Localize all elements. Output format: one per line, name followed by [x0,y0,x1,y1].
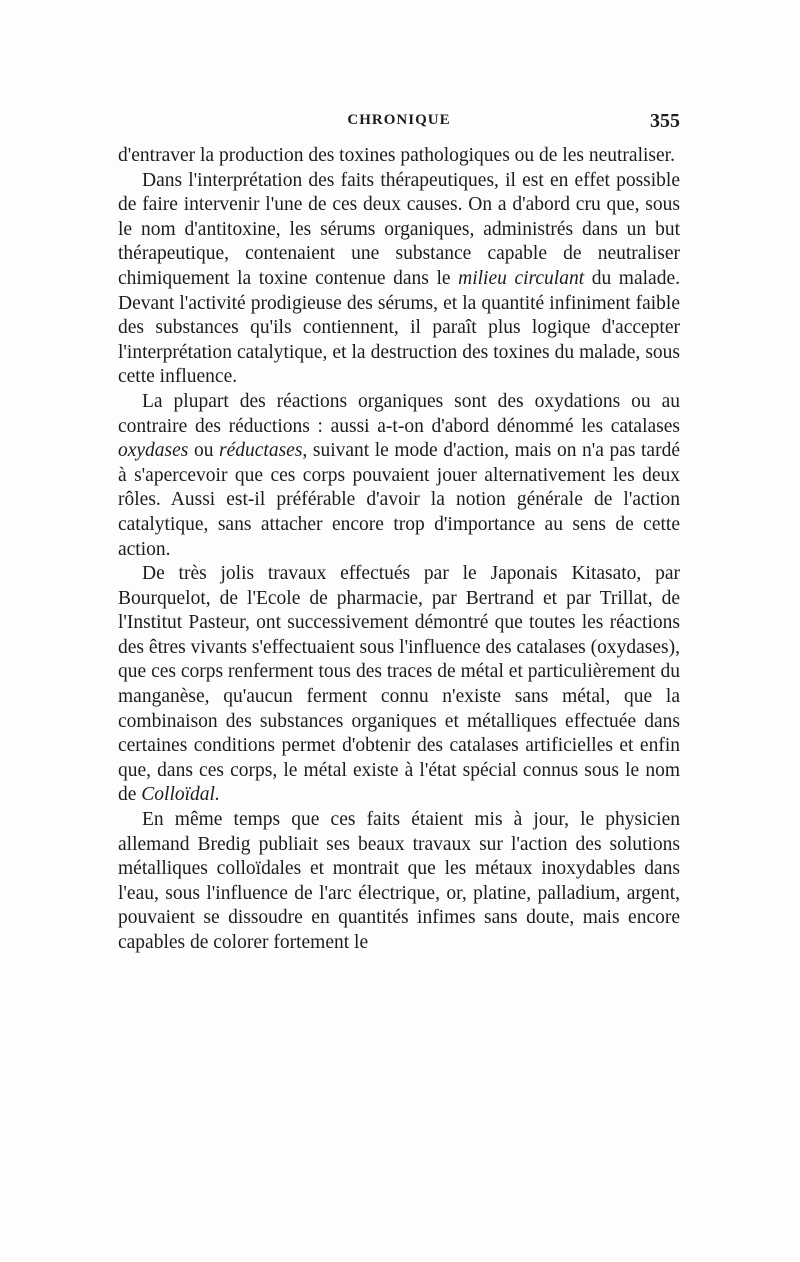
text-run: , suivant le mode d'action, mais on n'a pas tardé à s'apercevoir que ces corps pouvaient jouer alternativement les deux rôles. Aussi est-il préférable d'avoir la notion générale de l'action catalytique, sans attacher encore trop d'importance au sens de cette action. [118,440,680,560]
paragraph [118,144,680,169]
italic-term: oxydases [118,440,189,462]
italic-term: milieu circulant [458,267,585,289]
text-run: ou [188,440,220,462]
text-run: d'entraver la production des toxines pathologiques ou de les neutraliser. [118,145,675,166]
page-number: 355 [650,110,680,132]
text-run: En même temps que ces faits étaient mis à jour, le physicien allemand Bredig publiait ses beaux travaux sur l'action des solutions métalliques colloïdales et montrait que les métaux inoxydables dans l'eau, sous l'influence de l'arc électrique, or, platine, palladium, argent, pouvaient se dissoudre en quantités infimes sans doute, mais encore capables de colorer fortement le [118,809,680,953]
text-run: Dans l'interprétation des faits thérapeutiques, il est en effet possible de faire intervenir l'une de ces deux causes. On a d'abord cru que, sous le nom d'antitoxine, les sérums organiques, administrés dans un but thérapeutique, contenaient une substance capable de neutraliser chimiquement la toxine contenue dans le [118,169,680,289]
text-run: De très jolis travaux effectués par le Japonais Kitasato, par Bourquelot, de l'Ecole de pharmacie, par Bertrand et par Trillat, de l'Institut Pasteur, ont successivement démontré que toutes les réactions des êtres vivants s'effectuaient sous l'influence des catalases (oxydases), que ces corps renferment tous des traces de métal et particulièrement du manganèse, qu'aucun ferment connu n'existe sans métal, que la combinaison des substances organiques et métalliques effectuée dans certaines conditions permet d'obtenir des catalases artificielles et enfin que, dans ces corps, le métal existe à l'état spécial connus sous le nom de [118,563,680,806]
text-run: La plupart des réactions organiques sont des oxydations ou au contraire des réductions : aussi a-t-on d'abord dénommé les catalases [118,390,680,437]
body-text [118,144,680,956]
paragraph [118,169,680,390]
italic-term: Colloïdal. [141,784,220,806]
running-head [118,112,680,136]
paragraph [118,390,680,562]
italic-term: réductases [219,440,303,462]
text-run: du malade. Devant l'activité prodigieuse des sérums, et la quantité infiniment faible des substances qu'ils contiennent, il paraît plus logique d'accepter l'interprétation catalytique, et la destruction des toxines du malade, sous cette influence. [118,267,680,388]
paragraph [118,562,680,808]
paragraph [118,808,680,956]
running-title: CHRONIQUE [347,112,451,128]
